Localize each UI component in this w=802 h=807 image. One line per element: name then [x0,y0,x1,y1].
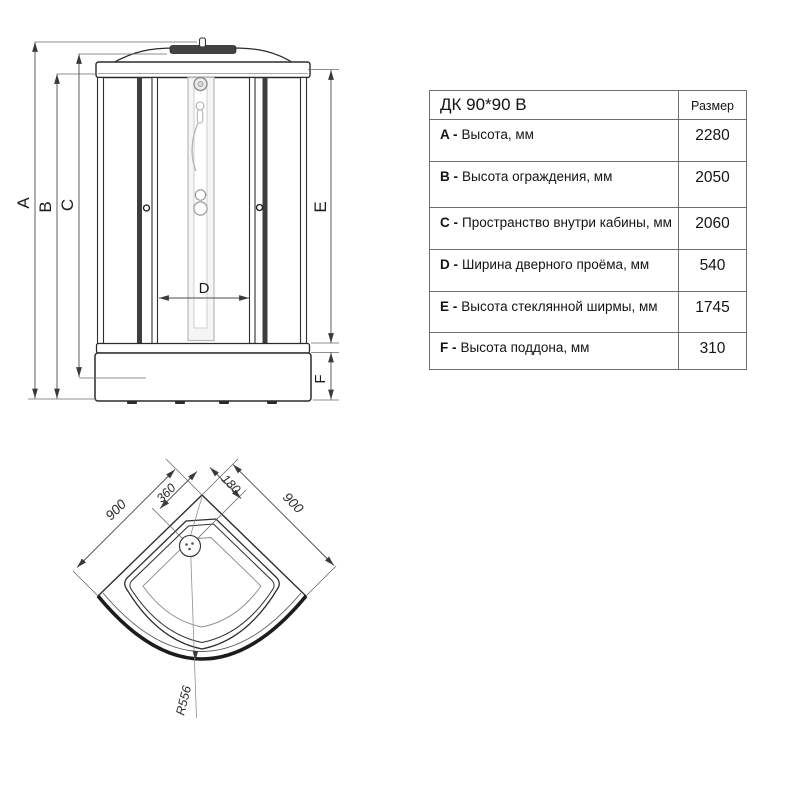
spec-header-row [430,91,747,120]
spec-label-cell [430,120,679,162]
jet-nozzle-lower [194,202,207,215]
tray-foot [267,401,277,405]
dim-letter: F - [440,340,457,355]
dim-label-A: A [14,197,33,209]
dim-description: Ширина дверного проёма, мм [462,257,650,272]
spec-row [430,162,747,208]
drain-hole [188,548,191,551]
roof-knob [200,38,206,47]
drain-hole [191,542,194,545]
tray-rim-band [97,344,310,354]
left-door-post [152,78,158,344]
spec-label-cell [430,333,679,370]
dim-label-left-900: 900 [102,496,130,524]
spec-value-cell: 2280 [679,120,747,162]
jet-nozzle-upper [195,190,205,200]
tray-body [95,353,311,401]
dim-letter: B - [440,169,458,184]
dim-description: Высота стеклянной ширмы, мм [461,299,658,314]
tray-foot [175,401,185,405]
dim-label-C: C [58,198,77,212]
spec-value-cell: 1745 [679,292,747,333]
dim-letter: C - [440,215,458,230]
left-door-knob [144,205,150,211]
dim-label-F: F [312,374,329,384]
dim-description: Высота ограждения, мм [462,169,613,184]
dim-label-180: 180 [218,471,244,497]
dim-letter: D - [440,257,458,272]
drain [180,536,201,557]
spec-label-cell [430,162,679,208]
spec-label-cell [430,292,679,333]
spec-row [430,333,747,370]
spec-value-cell: 310 [679,333,747,370]
right-door-knob [257,205,263,211]
dim-label-B: B [36,201,55,213]
dim-description: Пространство внутри кабины, мм [462,215,672,230]
dim-description: Высота, мм [461,127,534,142]
dim-label-E: E [311,201,330,213]
top-view-drawing [73,459,336,718]
right-dark-glass-strip [263,78,268,344]
dim-label-radius: R556 [173,684,195,717]
spec-row [430,292,747,333]
right-door-post [250,78,256,344]
dim-letter: E - [440,299,458,314]
spec-row [430,250,747,292]
spec-value-cell: 2060 [679,208,747,250]
spec-row [430,120,747,162]
spec-value-cell: 2050 [679,162,747,208]
dim-letter: A - [440,127,458,142]
drain-hole [185,543,188,546]
left-dark-glass-strip [137,78,142,344]
tray-foot [127,401,137,405]
hand-shower [197,110,202,123]
dim-description: Высота поддона, мм [460,340,590,355]
size-column-header: Размер [679,91,747,120]
dim-label-360: 360 [153,480,179,506]
right-outer-post [301,78,307,344]
tray-foot [219,401,229,405]
model-title: ДК 90*90 В [430,91,679,120]
front-view-drawing [14,38,339,404]
spec-value-cell: 540 [679,250,747,292]
spec-row [430,208,747,250]
left-outer-post [98,78,104,344]
hand-shower-holder [196,102,204,110]
spec-label-cell [430,208,679,250]
spec-label-cell [430,250,679,292]
dim-label-right-900: 900 [279,489,307,517]
spec-table [429,90,747,370]
top-frame [96,62,310,78]
overhead-shower-center [198,81,203,86]
dim-label-D: D [198,280,210,297]
